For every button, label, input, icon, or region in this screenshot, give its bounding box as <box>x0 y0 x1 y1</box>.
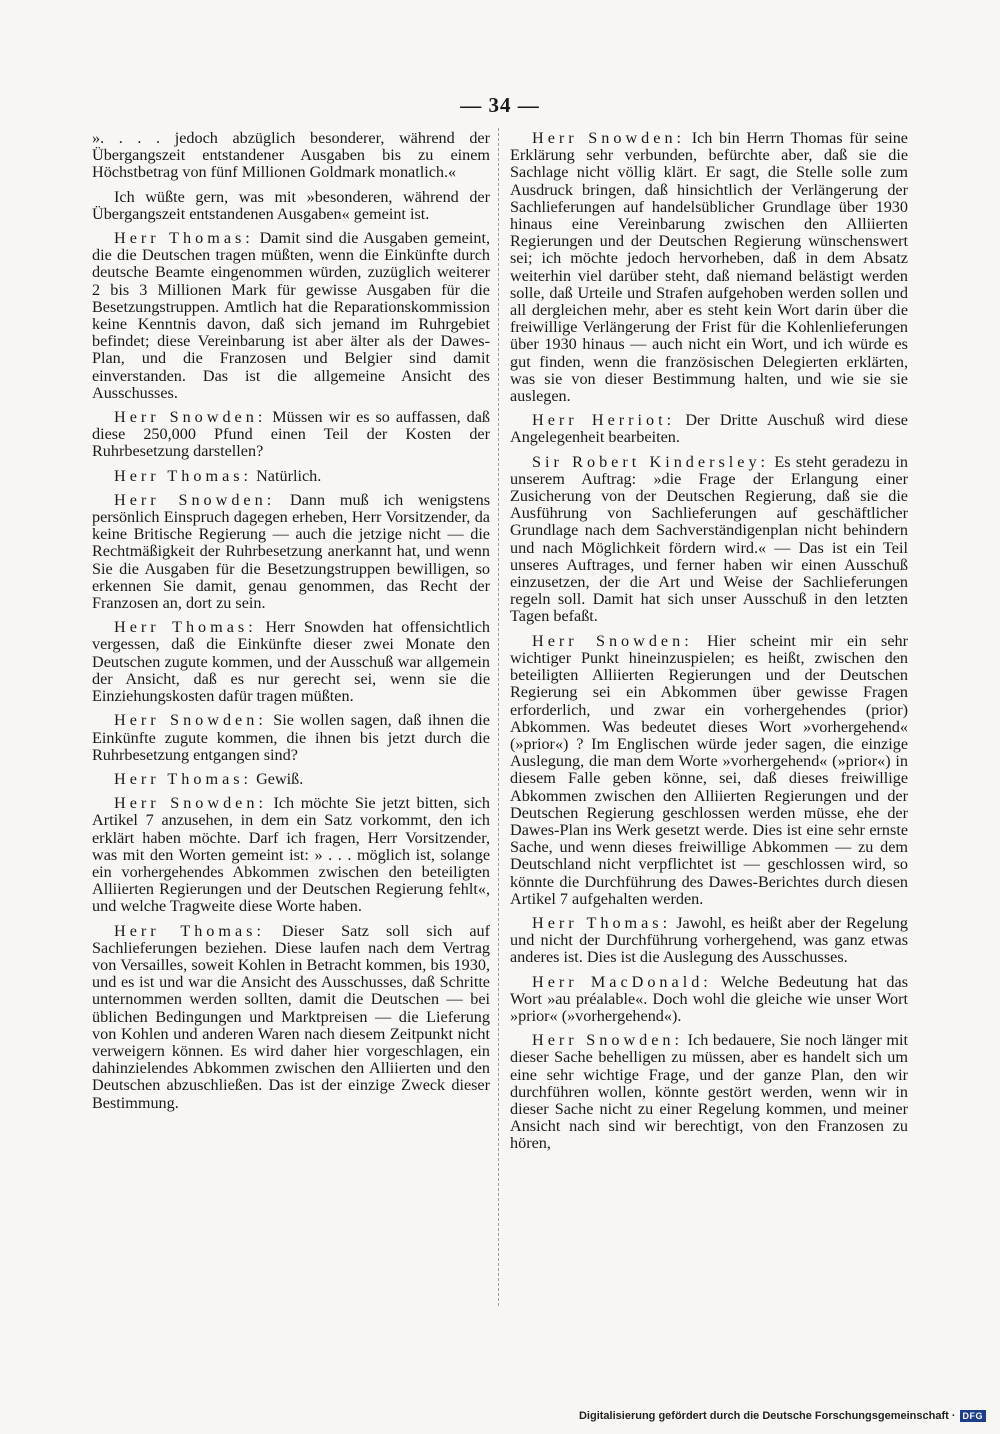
speaker-name: Herr Thomas: <box>114 769 253 788</box>
paragraph <box>92 409 490 461</box>
paragraph <box>92 492 490 612</box>
paragraph <box>510 974 908 1026</box>
speaker-name: Herr Thomas: <box>114 229 254 248</box>
paragraph-text: Sie wollen sagen, daß ihnen die Einkünfte zugute kommen, die ihnen bis jetzt durch die Ruhrbesetzung entgangen sind? <box>92 711 490 764</box>
paragraph-text: Ich wüßte gern, was mit »besonderen, während der Übergangszeit entstandenen Ausgaben« gemeint ist. <box>92 187 490 223</box>
footer-credit <box>579 1410 986 1422</box>
speaker-name: Herr MacDonald: <box>532 972 712 991</box>
paragraph <box>510 454 908 626</box>
paragraph-text: Hier scheint mir ein sehr wichtiger Punkt hineinzuspielen; es heißt, zwischen den beteiligten Alliierten Regierungen und der Deutschen Regierung sei ein Abkommen über gewisse Fragen erforderlich, und zwar ein vorhergehendes (prior) Abkommen. Was bedeutet dieses Wort »vorhergehend« (»prior«) ? Im Englischen würde jeder sagen, die einzige Auslegung, die man dem Worte »vorhergehend« (»prior«) in diesem Falle geben könne, sei, daß dieses freiwillige Abkommen zwischen den Alliierten Regierungen und der Deutschen Regierung geschlossen werden müsse, ehe der Dawes-Plan ins Werk gesetzt werde. Dies ist eine sehr ernste Sache, und wenn dieses freiwillige Abkommen — zu dem Deutschland nicht verpflichtet ist — geschlossen wird, so könnte die Durchführung des Dawes-Berichtes durch diesen Artikel 7 aufgehalten werden. <box>510 631 908 908</box>
paragraph <box>510 1032 908 1152</box>
speaker-name: Herr Thomas: <box>114 466 253 485</box>
speaker-name: Herr Snowden: <box>532 631 693 650</box>
paragraph-text: Jawohl, es heißt aber der Regelung und nicht der Durchführung vorhergehend, was ganz etwas anderes ist. Dies ist die Auslegung des Ausschusses. <box>510 913 908 967</box>
paragraph <box>92 130 490 182</box>
paragraph-text: Natürlich. <box>252 466 322 485</box>
paragraph <box>510 130 908 405</box>
paragraph <box>92 923 490 1112</box>
speaker-name: Herr Snowden: <box>114 711 267 730</box>
paragraph <box>92 712 490 764</box>
paragraph-text: Der Dritte Auschuß wird diese Angelegenheit bearbeiten. <box>510 411 908 447</box>
paragraph <box>92 468 490 485</box>
paragraph-text: Gewiß. <box>252 769 304 788</box>
left-column <box>92 130 490 1119</box>
paragraph-text: Damit sind die Ausgaben gemeint, die die Deutschen tragen müßten, wenn die Einkünfte durch deutsche Beamte eingenommen würden, zuzüglich weiterer 2 bis 3 Millionen Mark für gewisse Ausgaben für die Besetzungstruppen. Amtlich hat die Reparationskommission keine Kenntnis davon, daß sich jemand im Ruhrgebiet befindet; diese Vereinbarung ist aber älter als der Dawes-Plan, und die Franzosen und Belgier sind damit einverstanden. Das ist die allgemeine Ansicht des Ausschusses. <box>92 229 490 402</box>
speaker-name: Herr Snowden: <box>114 408 267 427</box>
paragraph-text: Es steht geradezu in unserem Auftrag: »die Frage der Erlangung einer Zusicherung von der Deutschen Regierung, daß sie die Ausführung von Sachlieferungen auf geschäftlicher Grundlage nach dem Sachverständigenplan nicht behindern und nach Möglichkeit fördern wird.« — Das ist ein Teil unseres Auftrages, und ferner haben wir einen Ausschuß einzusetzen, der die Art und Weise der Sachlieferungen regeln soll. Damit hat sich unser Ausschuß in den letzten Tagen befaßt. <box>510 452 908 626</box>
right-column <box>510 130 908 1160</box>
speaker-name: Herr Thomas: <box>114 618 257 637</box>
speaker-name: Herr Snowden: <box>532 129 686 147</box>
paragraph-text: ». . . . jedoch abzüglich besonderer, während der Übergangszeit entstandener Ausgaben bis zu einem Höchstbetrag von fünf Millionen Goldmark monatlich.« <box>92 129 490 182</box>
speaker-name: Sir Robert Kindersley: <box>532 452 770 471</box>
paragraph <box>510 915 908 967</box>
footer-credit-text: Digitalisierung gefördert durch die Deutsche Forschungsgemeinschaft · <box>578 1410 956 1422</box>
paragraph <box>92 230 490 402</box>
paragraph-text: Ich möchte Sie jetzt bitten, sich Artikel 7 anzusehen, in dem ein Satz vorkommt, den ich erklärt haben möchte. Darf ich fragen, Herr Vorsitzender, was mit den Worten gemeint ist: » . . . möglich ist, solange ein vorhergehendes Abkommen zwischen den beteiligten Alliierten Regierungen und der Deutschen Regierung fehlt«, und welche Tragweite diese Worte haben. <box>92 794 491 916</box>
speaker-name: Herr Snowden: <box>114 490 276 509</box>
paragraph-text: Ich bin Herrn Thomas für seine Erklärung sehr verbunden, befürchte aber, daß sie die Sachlage nicht völlig klärt. Er sagt, die Stelle solle zum Ausdruck bringen, daß hinsichtlich der Verlängerung der Sachlieferungen auf handelsüblicher Grundlage über 1930 hinaus eine Vereinbarung zwischen den Alliierten Regierungen und der Deutschen Regierung wünschenswert sei; ich möchte jedoch hervorheben, daß in dem Absatz weiterhin viel darüber steht, daß niemand belästigt werden solle, daß Urteile und Strafen aufgehoben werden sollen und all dergleichen mehr, aber es steht kein Wort darin über die freiwillige Verlängerung der Frist für die Kohlenlieferungen über 1930 hinaus — auch nicht ein Wort, und ich würde es gut finden, wenn die französischen Delegierten erklärten, was sie von dieser Bestimmung halten, und wie sie sie auslegen. <box>510 129 908 406</box>
paragraph-text: Dieser Satz soll sich auf Sachlieferungen beziehen. Diese laufen nach dem Vertrag von Versailles, soweit Kohlen in Betracht kommen, bis 1930, und es ist und war die Ansicht des Ausschusses, daß Schritte unternommen werden sollten, damit die Deutschen — bei üblichen Bedingungen und Marktpreisen — die Lieferung von Kohlen und anderen Waren nach diesem Zeitpunkt nicht verweigern können. Es wird daher hier vorgeschlagen, ein dahinzielendes Abkommen zwischen den Alliierten und den Deutschen abzuschließen. Das ist der einzige Zweck dieser Bestimmung. <box>92 921 490 1112</box>
paragraph-text: Müssen wir es so auffassen, daß diese 250,000 Pfund einen Teil der Kosten der Ruhrbesetzung darstellen? <box>92 408 490 461</box>
paragraph <box>92 795 490 915</box>
speaker-name: Herr Thomas: <box>532 913 672 932</box>
page-number: — 34 — <box>460 93 540 117</box>
paragraph <box>92 189 490 223</box>
column-divider <box>498 128 499 1306</box>
paragraph-text: Welche Bedeutung hat das Wort »au préalable«. Doch wohl die gleiche wie unser Wort »prior« (»vorhergehend«). <box>510 972 908 1025</box>
speaker-name: Herr Snowden: <box>114 794 267 813</box>
speaker-name: Herr Snowden: <box>532 1031 684 1050</box>
paragraph-text: Ich bedauere, Sie noch länger mit dieser Sache behelligen zu müssen, aber es handelt sich um eine sehr wichtige Frage, und der ganze Plan, den wir durchführen wollen, könnte gestört werden, wenn wir in dieser Sache nicht zu einer Regelung kommen, und meiner Ansicht nach sind wir berechtigt, von den Franzosen zu hören, <box>510 1031 909 1153</box>
speaker-name: Herr Herriot: <box>532 411 676 430</box>
speaker-name: Herr Thomas: <box>114 921 265 940</box>
paragraph-text: Dann muß ich wenigstens persönlich Einspruch dagegen erheben, Herr Vorsitzender, da keine Britische Regierung — auch die jetzige nicht — die Rechtmäßigkeit der Ruhrbesetzung anerkannt hat, und wenn Sie die Ausgaben für die Besetzungstruppen bewilligen, so erkennen Sie damit, genau genommen, das Recht der Franzosen an, dort zu sein. <box>92 490 490 613</box>
paragraph <box>92 619 490 705</box>
paragraph-text: Herr Snowden hat offensichtlich vergessen, daß die Einkünfte dieser zwei Monate den Deutschen zugute kommen, und der Ausschuß war allgemein der Ansicht, daß es nur gerecht sei, wenn sie die Einziehungskosten dafür tragen müßten. <box>92 618 490 706</box>
paragraph <box>510 633 908 908</box>
paragraph <box>92 771 490 788</box>
paragraph <box>510 412 908 446</box>
dfg-logo: DFG <box>960 1410 987 1422</box>
